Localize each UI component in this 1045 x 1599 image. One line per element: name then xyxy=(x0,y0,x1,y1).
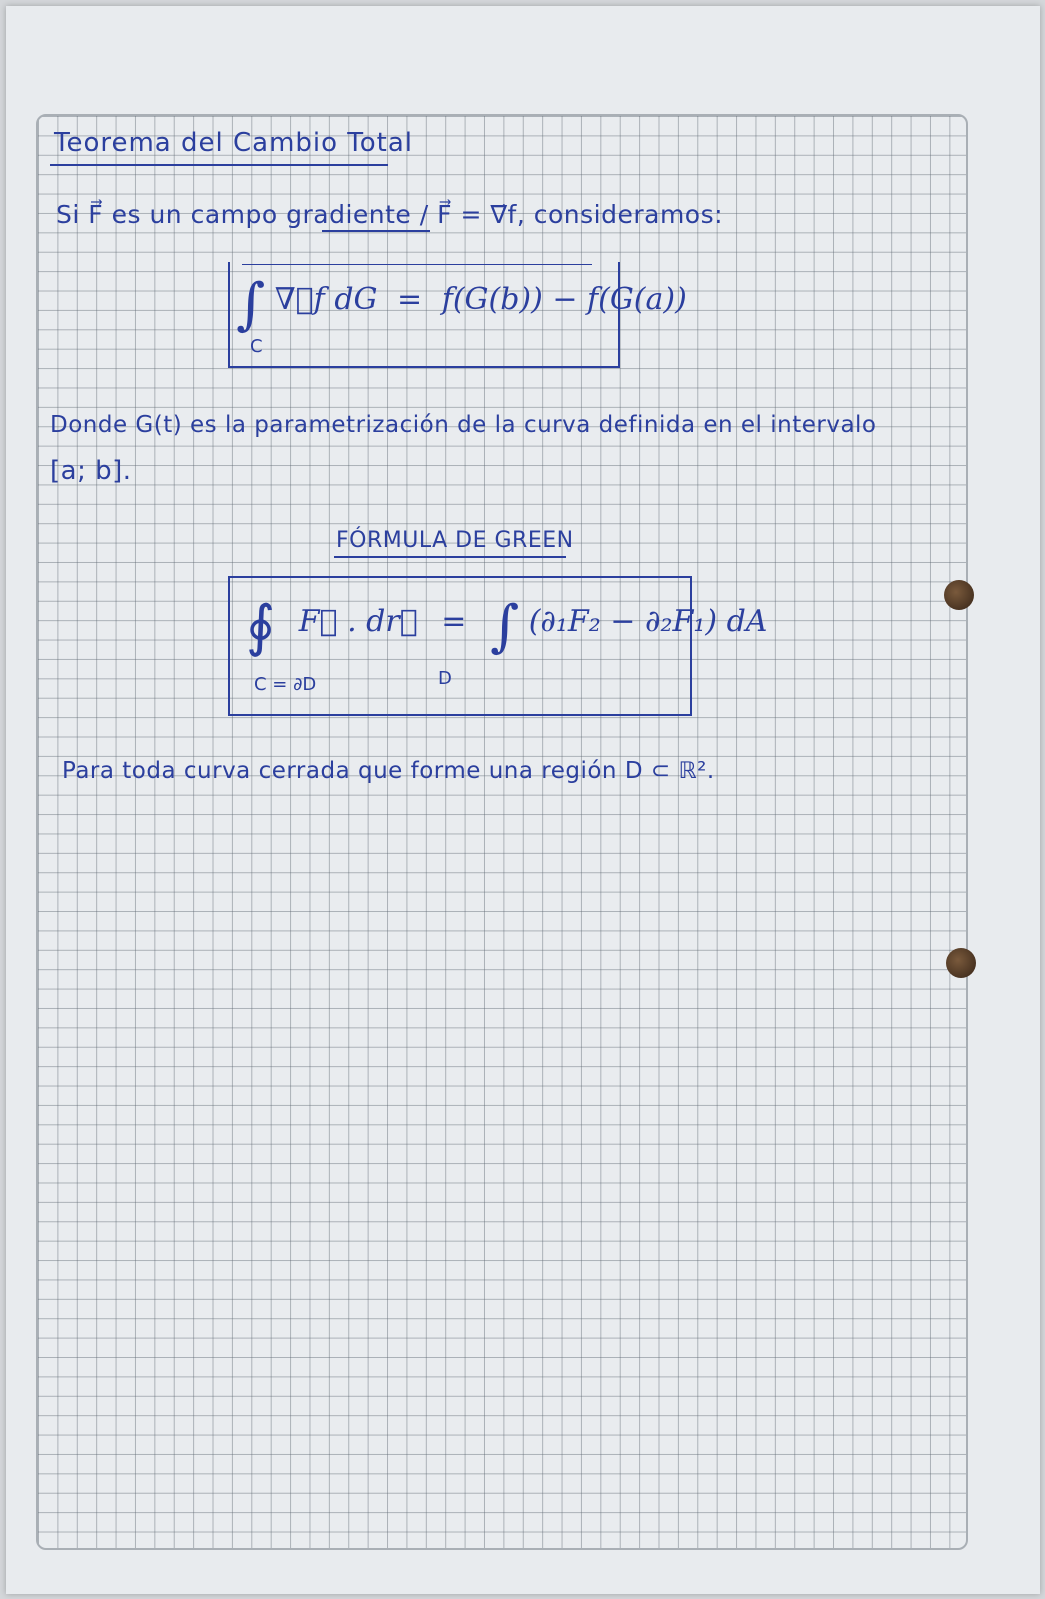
theorem-rhs: f(G(b)) − f(G(a)) xyxy=(441,282,687,317)
theorem-equals: = xyxy=(397,282,423,317)
theorem-formula xyxy=(236,272,687,337)
green-rhs-lower-limit: D xyxy=(438,668,452,689)
green-rhs: (∂₁F₂ − ∂₂F₁) dA xyxy=(528,604,768,639)
theorem-integrand: ∇⃗f dG xyxy=(274,282,378,317)
green-integrand: F⃗ . dr⃗ xyxy=(298,604,418,639)
green-note: Para toda curva cerrada que forme una región D ⊂ ℝ². xyxy=(62,758,715,784)
theorem-intro: Si F⃗ es un campo gradiente / F⃗ = ∇⃗f, consideramos: xyxy=(56,200,724,229)
green-formula xyxy=(246,594,767,659)
green-title-underline xyxy=(334,556,566,558)
green-equals: = xyxy=(441,604,467,639)
integral-sign: ∫ xyxy=(236,272,266,337)
green-lower-limit: C = ∂D xyxy=(254,674,317,695)
binder-hole-icon xyxy=(944,580,974,610)
gradient-underline xyxy=(322,230,430,232)
notebook-page xyxy=(6,6,1040,1594)
theorem-explanation-line1: Donde G(t) es la parametrización de la curva definida en el intervalo xyxy=(50,412,877,438)
theorem-explanation-line2: [a; b]. xyxy=(50,456,132,486)
theorem-lower-limit: C xyxy=(250,336,263,357)
green-title: FÓRMULA DE GREEN xyxy=(336,528,574,553)
double-integral-sign: ∫ xyxy=(489,594,520,659)
binder-hole-icon xyxy=(946,948,976,978)
contour-integral-sign: ∮ xyxy=(246,594,276,659)
theorem-title: Teorema del Cambio Total xyxy=(54,128,414,158)
title-underline xyxy=(50,164,388,166)
